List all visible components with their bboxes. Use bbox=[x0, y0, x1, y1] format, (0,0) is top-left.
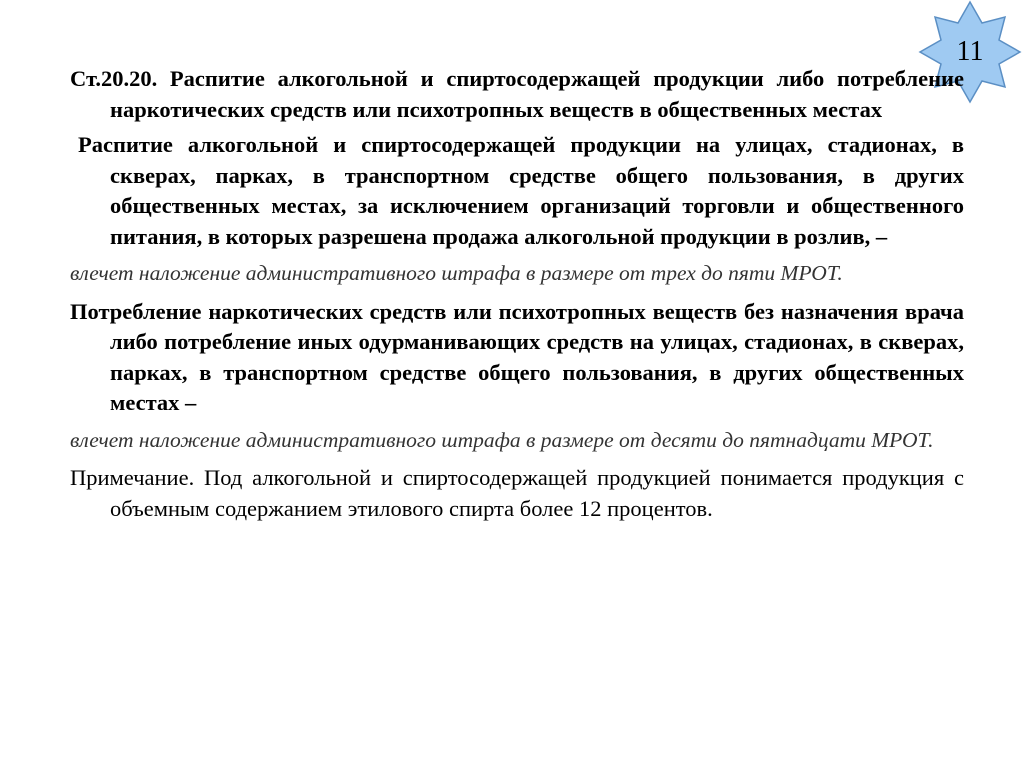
document-body bbox=[70, 64, 964, 524]
page-number: 11 bbox=[956, 36, 984, 67]
sanction-1: влечет наложение административного штрафа в размере от трех до пяти МРОТ. bbox=[70, 261, 843, 285]
article-note: Примечание. Под алкогольной и спиртосодержащей продукцией понимается продукция с объемным содержанием этилового спирта более 12 процентов. bbox=[70, 465, 964, 521]
sanction-2: влечет наложение административного штрафа в размере от десяти до пятнадцати МРОТ. bbox=[70, 427, 934, 452]
article-title: Ст.20.20. Распитие алкогольной и спиртосодержащей продукции либо потребление наркотических средств или психотропных веществ в общественных местах bbox=[70, 66, 964, 122]
article-part-1: Распитие алкогольной и спиртосодержащей продукции на улицах, стадионах, в скверах, парках, в транспортном средстве общего пользования, в других общественных местах, за исключением организаций торговли и общественного питания, в которых разрешена продажа алкогольной продукции в розлив, – bbox=[78, 132, 964, 249]
article-part-2: Потребление наркотических средств или психотропных веществ без назначения врача либо потребление иных одурманивающих средств на улицах, стадионах, в скверах, парках, в транспортном средстве общего пользования, в других общественных местах – bbox=[70, 298, 964, 415]
